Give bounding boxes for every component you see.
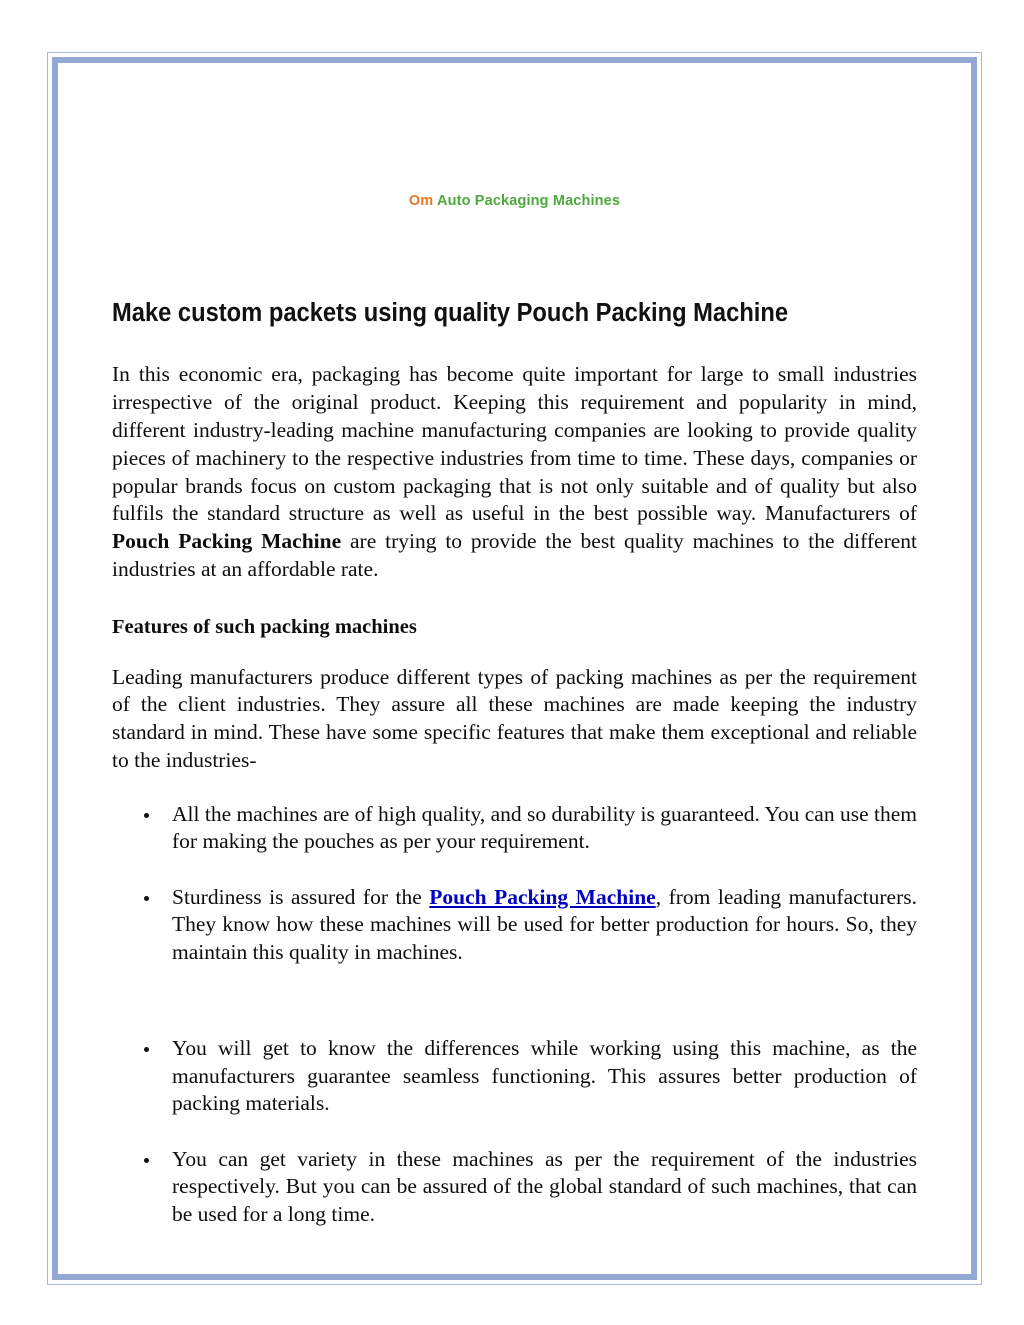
paragraph-features-intro: Leading manufacturers produce different types of packing machines as per the requirement of the client industries. They assure all these machines are made keeping the industry standard in mind. These have some specific features that make them exceptional and reliable to the industries-	[112, 664, 917, 773]
list-item-text: You can get variety in these machines as per the requirement of the industries respectively. But you can be assured of the global standard of such machines, that can be used for a long time.	[172, 1146, 917, 1226]
list-item-text-with-link	[172, 884, 917, 967]
logo-header	[112, 52, 917, 210]
brand-logo	[409, 193, 620, 209]
list-item	[112, 884, 917, 967]
list-item-text: All the machines are of high quality, and so durability is guaranteed. You can use them for making the pouches as per your requirement.	[172, 801, 917, 854]
features-bullet-list	[112, 775, 917, 1229]
logo-word-om: Om	[408, 193, 434, 209]
logo-word-rest: Auto Packaging Machines	[433, 193, 621, 209]
paragraph-intro-bold-phrase: Pouch Packing Machine	[112, 529, 342, 554]
list-item-prefix: Sturdiness is assured for the	[172, 884, 430, 909]
paragraph-intro-part2: are trying to provide the best quality machines to the different industries at an affordable rate.	[112, 529, 917, 581]
list-item-suffix: , from leading manufacturers. They know how these machines will be used for better production for hours. So, they maintain this quality in machines.	[172, 884, 918, 964]
list-item	[112, 1146, 917, 1229]
pouch-packing-machine-link[interactable]: Pouch Packing Machine	[429, 884, 656, 909]
page-title: Make custom packets using quality Pouch Packing Machine	[112, 299, 789, 327]
paragraph-intro-part1: In this economic era, packaging has become quite important for large to small industries irrespective of the original product. Keeping this requirement and popularity in mind, different industry-leading machine manufacturing companies are looking to provide quality pieces of machinery to the respective industries from time to time. These days, companies or popular brands focus on custom packaging that is not only suitable and of quality but also fulfils the standard structure as well as useful in the best possible way. Manufacturers of	[112, 362, 917, 526]
paragraph-intro	[112, 328, 917, 583]
section-subheading: Features of such packing machines	[112, 615, 417, 638]
list-item	[112, 801, 917, 856]
list-item-text: You will get to know the differences while working using this machine, as the manufacturers guarantee seamless functioning. This assures better production of packing materials.	[172, 1036, 917, 1116]
document-content	[112, 52, 917, 1228]
list-item	[112, 1035, 917, 1118]
